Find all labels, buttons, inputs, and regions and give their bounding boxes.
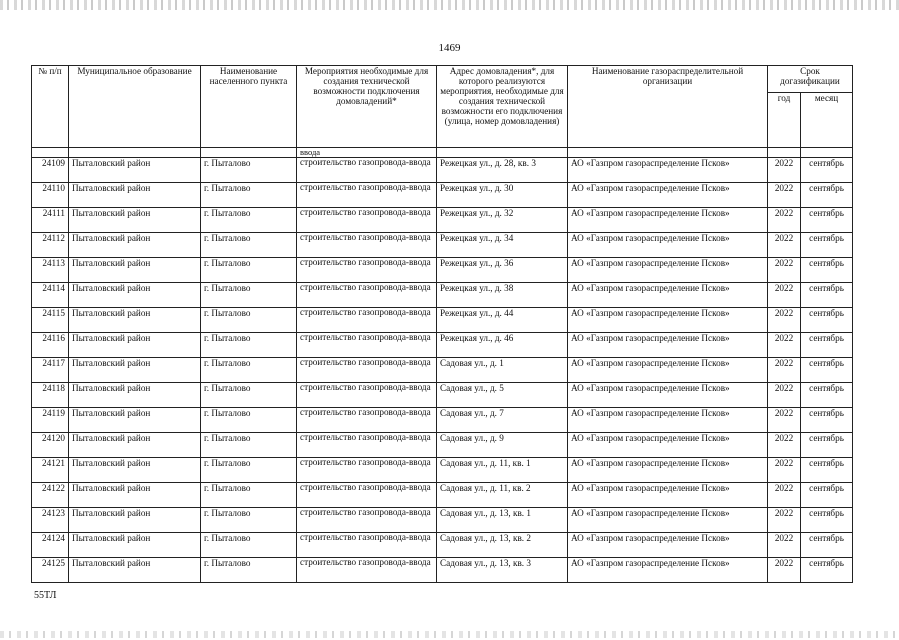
locality-cell: г. Пыталово [201, 408, 297, 433]
locality-cell: г. Пыталово [201, 533, 297, 558]
year-cell: 2022 [768, 483, 801, 508]
measure-cell: строительство газопровода-ввода [297, 458, 437, 483]
month-cell: сентябрь [801, 433, 853, 458]
month-cell: сентябрь [801, 358, 853, 383]
month-cell: сентябрь [801, 533, 853, 558]
year-cell: 2022 [768, 283, 801, 308]
year-cell: 2022 [768, 383, 801, 408]
municipality-cell: Пыталовский район [69, 333, 201, 358]
row-number: 24125 [32, 558, 69, 583]
year-cell: 2022 [768, 508, 801, 533]
header-deadline: Срок догазификации [768, 66, 853, 93]
scan-edge-top [0, 0, 899, 10]
organization-cell: АО «Газпром газораспределение Псков» [568, 383, 768, 408]
continuation-cell [437, 148, 568, 158]
measure-cell: строительство газопровода-ввода [297, 508, 437, 533]
year-cell: 2022 [768, 233, 801, 258]
table-row [32, 558, 853, 583]
row-number: 24109 [32, 158, 69, 183]
month-cell: сентябрь [801, 258, 853, 283]
measure-cell: строительство газопровода-ввода [297, 258, 437, 283]
municipality-cell: Пыталовский район [69, 158, 201, 183]
address-cell: Режецкая ул., д. 44 [437, 308, 568, 333]
organization-cell: АО «Газпром газораспределение Псков» [568, 408, 768, 433]
year-cell: 2022 [768, 333, 801, 358]
header-month: месяц [801, 93, 853, 148]
organization-cell: АО «Газпром газораспределение Псков» [568, 458, 768, 483]
organization-cell: АО «Газпром газораспределение Псков» [568, 308, 768, 333]
row-number: 24115 [32, 308, 69, 333]
header-locality: Наименование населенного пункта [201, 66, 297, 148]
locality-cell: г. Пыталово [201, 308, 297, 333]
locality-cell: г. Пыталово [201, 208, 297, 233]
month-cell: сентябрь [801, 233, 853, 258]
month-cell: сентябрь [801, 158, 853, 183]
month-cell: сентябрь [801, 333, 853, 358]
year-cell: 2022 [768, 258, 801, 283]
municipality-cell: Пыталовский район [69, 183, 201, 208]
table-row [32, 233, 853, 258]
organization-cell: АО «Газпром газораспределение Псков» [568, 283, 768, 308]
measure-cell: строительство газопровода-ввода [297, 308, 437, 333]
continuation-cell [801, 148, 853, 158]
month-cell: сентябрь [801, 283, 853, 308]
locality-cell: г. Пыталово [201, 358, 297, 383]
locality-cell: г. Пыталово [201, 558, 297, 583]
address-cell: Режецкая ул., д. 46 [437, 333, 568, 358]
row-number: 24123 [32, 508, 69, 533]
table-row [32, 208, 853, 233]
table-row [32, 408, 853, 433]
measure-cell: строительство газопровода-ввода [297, 283, 437, 308]
table-row [32, 483, 853, 508]
organization-cell: АО «Газпром газораспределение Псков» [568, 433, 768, 458]
locality-cell: г. Пыталово [201, 483, 297, 508]
address-cell: Садовая ул., д. 11, кв. 2 [437, 483, 568, 508]
month-cell: сентябрь [801, 383, 853, 408]
measure-cell: строительство газопровода-ввода [297, 333, 437, 358]
organization-cell: АО «Газпром газораспределение Псков» [568, 258, 768, 283]
continuation-cell [32, 148, 69, 158]
address-cell: Режецкая ул., д. 34 [437, 233, 568, 258]
measure-cell: строительство газопровода-ввода [297, 233, 437, 258]
row-number: 24117 [32, 358, 69, 383]
month-cell: сентябрь [801, 483, 853, 508]
organization-cell: АО «Газпром газораспределение Псков» [568, 358, 768, 383]
header-organization: Наименование газораспределительной организации [568, 66, 768, 148]
address-cell: Садовая ул., д. 5 [437, 383, 568, 408]
row-number: 24119 [32, 408, 69, 433]
year-cell: 2022 [768, 308, 801, 333]
organization-cell: АО «Газпром газораспределение Псков» [568, 533, 768, 558]
municipality-cell: Пыталовский район [69, 283, 201, 308]
table-row [32, 158, 853, 183]
continuation-cell [69, 148, 201, 158]
municipality-cell: Пыталовский район [69, 433, 201, 458]
year-cell: 2022 [768, 408, 801, 433]
year-cell: 2022 [768, 183, 801, 208]
table-row [32, 383, 853, 408]
municipality-cell: Пыталовский район [69, 458, 201, 483]
organization-cell: АО «Газпром газораспределение Псков» [568, 508, 768, 533]
municipality-cell: Пыталовский район [69, 208, 201, 233]
address-cell: Режецкая ул., д. 36 [437, 258, 568, 283]
address-cell: Садовая ул., д. 9 [437, 433, 568, 458]
measure-cell: строительство газопровода-ввода [297, 383, 437, 408]
month-cell: сентябрь [801, 558, 853, 583]
continuation-cell [201, 148, 297, 158]
year-cell: 2022 [768, 208, 801, 233]
table-row [32, 358, 853, 383]
month-cell: сентябрь [801, 408, 853, 433]
header-year: год [768, 93, 801, 148]
table-row [32, 183, 853, 208]
organization-cell: АО «Газпром газораспределение Псков» [568, 233, 768, 258]
month-cell: сентябрь [801, 508, 853, 533]
organization-cell: АО «Газпром газораспределение Псков» [568, 333, 768, 358]
municipality-cell: Пыталовский район [69, 483, 201, 508]
municipality-cell: Пыталовский район [69, 233, 201, 258]
table-row [32, 283, 853, 308]
locality-cell: г. Пыталово [201, 433, 297, 458]
address-cell: Режецкая ул., д. 38 [437, 283, 568, 308]
row-number: 24121 [32, 458, 69, 483]
table-row [32, 458, 853, 483]
address-cell: Садовая ул., д. 1 [437, 358, 568, 383]
measure-cell: строительство газопровода-ввода [297, 558, 437, 583]
month-cell: сентябрь [801, 308, 853, 333]
address-cell: Режецкая ул., д. 30 [437, 183, 568, 208]
organization-cell: АО «Газпром газораспределение Псков» [568, 208, 768, 233]
table-row [32, 533, 853, 558]
municipality-cell: Пыталовский район [69, 533, 201, 558]
row-number: 24112 [32, 233, 69, 258]
header-municipality: Муниципальное образование [69, 66, 201, 148]
continuation-row [32, 148, 853, 158]
year-cell: 2022 [768, 558, 801, 583]
municipality-cell: Пыталовский район [69, 358, 201, 383]
row-number: 24124 [32, 533, 69, 558]
organization-cell: АО «Газпром газораспределение Псков» [568, 158, 768, 183]
footer-code: 55ТЛ [34, 590, 57, 601]
continuation-cell [768, 148, 801, 158]
table-row [32, 258, 853, 283]
row-number: 24114 [32, 283, 69, 308]
header-num: № п/п [32, 66, 69, 148]
month-cell: сентябрь [801, 183, 853, 208]
header-address: Адрес домовладения*, для которого реализуются мероприятия, необходимые для создания технической возможности его подключения (улица, номер домовладения) [437, 66, 568, 148]
municipality-cell: Пыталовский район [69, 258, 201, 283]
row-number: 24118 [32, 383, 69, 408]
year-cell: 2022 [768, 358, 801, 383]
header-row-1 [32, 66, 853, 93]
locality-cell: г. Пыталово [201, 258, 297, 283]
row-number: 24110 [32, 183, 69, 208]
continuation-cell [568, 148, 768, 158]
address-cell: Режецкая ул., д. 28, кв. 3 [437, 158, 568, 183]
month-cell: сентябрь [801, 458, 853, 483]
municipality-cell: Пыталовский район [69, 508, 201, 533]
year-cell: 2022 [768, 458, 801, 483]
measure-cell: строительство газопровода-ввода [297, 408, 437, 433]
measure-cell: строительство газопровода-ввода [297, 483, 437, 508]
month-cell: сентябрь [801, 208, 853, 233]
measure-cell: строительство газопровода-ввода [297, 358, 437, 383]
address-cell: Садовая ул., д. 13, кв. 3 [437, 558, 568, 583]
municipality-cell: Пыталовский район [69, 308, 201, 333]
page-number: 1469 [438, 42, 461, 54]
measure-cell: строительство газопровода-ввода [297, 533, 437, 558]
row-number: 24111 [32, 208, 69, 233]
address-cell: Режецкая ул., д. 32 [437, 208, 568, 233]
scan-edge-bottom [0, 631, 899, 638]
row-number: 24122 [32, 483, 69, 508]
row-number: 24113 [32, 258, 69, 283]
address-cell: Садовая ул., д. 13, кв. 1 [437, 508, 568, 533]
measure-cell: строительство газопровода-ввода [297, 183, 437, 208]
municipality-cell: Пыталовский район [69, 383, 201, 408]
table-row [32, 433, 853, 458]
locality-cell: г. Пыталово [201, 383, 297, 408]
row-number: 24120 [32, 433, 69, 458]
address-cell: Садовая ул., д. 13, кв. 2 [437, 533, 568, 558]
year-cell: 2022 [768, 433, 801, 458]
locality-cell: г. Пыталово [201, 158, 297, 183]
measure-cell: строительство газопровода-ввода [297, 158, 437, 183]
address-cell: Садовая ул., д. 11, кв. 1 [437, 458, 568, 483]
locality-cell: г. Пыталово [201, 233, 297, 258]
measure-cell: строительство газопровода-ввода [297, 208, 437, 233]
table-row [32, 333, 853, 358]
row-number: 24116 [32, 333, 69, 358]
municipality-cell: Пыталовский район [69, 558, 201, 583]
organization-cell: АО «Газпром газораспределение Псков» [568, 558, 768, 583]
locality-cell: г. Пыталово [201, 458, 297, 483]
locality-cell: г. Пыталово [201, 508, 297, 533]
gasification-table [31, 65, 853, 583]
locality-cell: г. Пыталово [201, 283, 297, 308]
locality-cell: г. Пыталово [201, 333, 297, 358]
table-row [32, 508, 853, 533]
locality-cell: г. Пыталово [201, 183, 297, 208]
municipality-cell: Пыталовский район [69, 408, 201, 433]
year-cell: 2022 [768, 533, 801, 558]
measure-cell: строительство газопровода-ввода [297, 433, 437, 458]
header-measures: Мероприятия необходимые для создания технической возможности подключения домовладений* [297, 66, 437, 148]
organization-cell: АО «Газпром газораспределение Псков» [568, 183, 768, 208]
table-row [32, 308, 853, 333]
continuation-text: ввода [297, 148, 437, 158]
address-cell: Садовая ул., д. 7 [437, 408, 568, 433]
year-cell: 2022 [768, 158, 801, 183]
organization-cell: АО «Газпром газораспределение Псков» [568, 483, 768, 508]
